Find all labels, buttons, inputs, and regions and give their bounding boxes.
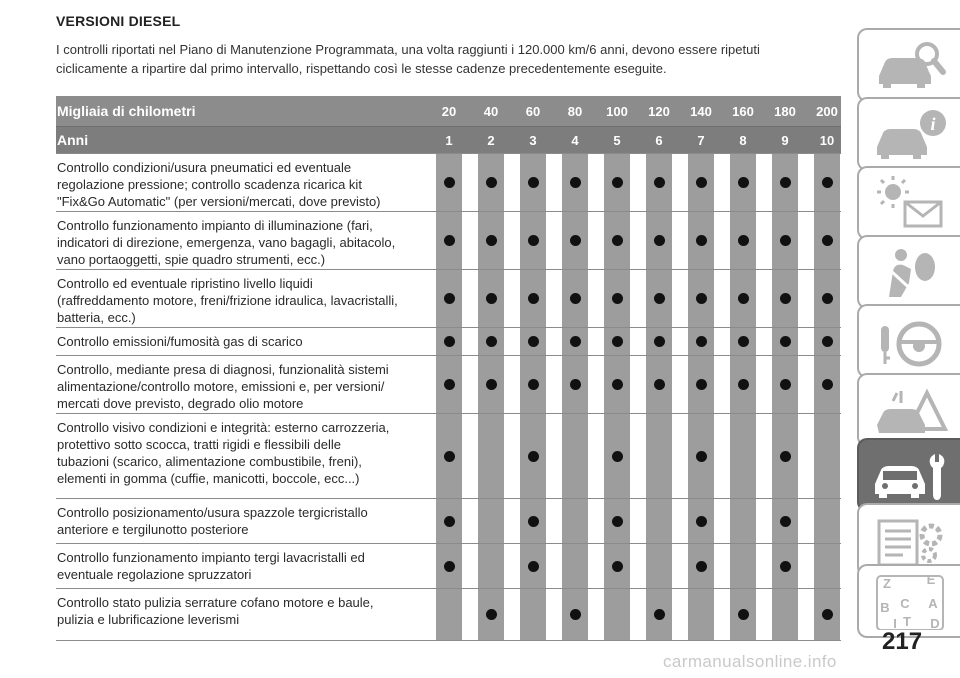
scheduled-dot bbox=[822, 379, 833, 390]
scheduled-dot bbox=[486, 609, 497, 620]
interval-cell bbox=[562, 414, 588, 498]
description-line: Controllo posizionamento/usura spazzole tergicristallo bbox=[57, 505, 368, 520]
interval-cell bbox=[436, 356, 462, 413]
description-line: pulizia e lubrificazione leverismi bbox=[57, 612, 240, 627]
interval-cell bbox=[520, 589, 546, 640]
scheduled-dot bbox=[612, 177, 623, 188]
scheduled-dot bbox=[654, 609, 665, 620]
scheduled-dot bbox=[570, 379, 581, 390]
interval-cell bbox=[772, 328, 798, 355]
car-breakdown-icon bbox=[871, 381, 949, 439]
scheduled-dot bbox=[612, 379, 623, 390]
interval-cell bbox=[604, 270, 630, 327]
scheduled-dot bbox=[612, 293, 623, 304]
key-steering-wheel-icon bbox=[871, 312, 949, 370]
description-line: protettivo sotto scocca, tratti rigidi e flessibili delle bbox=[57, 437, 341, 452]
scheduled-dot bbox=[738, 177, 749, 188]
interval-cell bbox=[562, 356, 588, 413]
description-line: Controllo stato pulizia serrature cofano motore e baule, bbox=[57, 595, 374, 610]
interval-cell bbox=[436, 212, 462, 269]
description-line: batteria, ecc.) bbox=[57, 310, 136, 325]
interval-cell bbox=[646, 589, 672, 640]
scheduled-dot bbox=[486, 293, 497, 304]
interval-cell bbox=[772, 356, 798, 413]
interval-cell bbox=[646, 154, 672, 211]
interval-cell bbox=[646, 499, 672, 543]
chapter-tab-3[interactable] bbox=[857, 166, 960, 240]
interval-cell bbox=[520, 356, 546, 413]
scheduled-dot bbox=[696, 379, 707, 390]
years-header-cell: 4 bbox=[571, 132, 579, 148]
scheduled-dot bbox=[654, 379, 665, 390]
table-row bbox=[56, 154, 841, 212]
scheduled-dot bbox=[822, 235, 833, 246]
km-header-cell: 140 bbox=[690, 103, 712, 119]
years-header-cell: 7 bbox=[697, 132, 705, 148]
scheduled-dot bbox=[696, 451, 707, 462]
interval-cell bbox=[478, 212, 504, 269]
table-row bbox=[56, 328, 841, 356]
interval-cell bbox=[478, 270, 504, 327]
interval-cell bbox=[520, 212, 546, 269]
scheduled-dot bbox=[444, 177, 455, 188]
description-line: Controllo condizioni/usura pneumatici ed eventuale bbox=[57, 160, 352, 175]
chapter-tabs bbox=[857, 0, 960, 678]
interval-cell bbox=[604, 356, 630, 413]
interval-cell bbox=[520, 270, 546, 327]
car-info-icon bbox=[871, 105, 949, 163]
description-line: regolazione pressione; controllo scadenza ricarica kit bbox=[57, 177, 362, 192]
scheduled-dot bbox=[528, 177, 539, 188]
seatbelt-airbag-icon bbox=[871, 243, 949, 301]
interval-cell bbox=[814, 544, 840, 588]
scheduled-dot bbox=[444, 336, 455, 347]
interval-cell bbox=[604, 212, 630, 269]
table-row bbox=[56, 356, 841, 414]
svg-text:Z: Z bbox=[882, 576, 891, 591]
scheduled-dot bbox=[780, 336, 791, 347]
interval-cell bbox=[730, 589, 756, 640]
years-header-cell: 2 bbox=[487, 132, 495, 148]
scheduled-dot bbox=[570, 336, 581, 347]
interval-cell bbox=[688, 589, 714, 640]
interval-cell bbox=[604, 499, 630, 543]
km-header-cell: 160 bbox=[732, 103, 754, 119]
scheduled-dot bbox=[528, 293, 539, 304]
interval-cell bbox=[436, 414, 462, 498]
chapter-tab-7[interactable] bbox=[857, 438, 960, 512]
interval-cell bbox=[814, 154, 840, 211]
years-header-cell: 1 bbox=[445, 132, 453, 148]
interval-cell bbox=[604, 544, 630, 588]
km-header-cell: 200 bbox=[816, 103, 838, 119]
table-row bbox=[56, 270, 841, 328]
interval-cell bbox=[688, 414, 714, 498]
scheduled-dot bbox=[444, 235, 455, 246]
interval-cell bbox=[730, 328, 756, 355]
interval-cell bbox=[562, 589, 588, 640]
scheduled-dot bbox=[570, 609, 581, 620]
chapter-tab-4[interactable] bbox=[857, 235, 960, 309]
description-line: Controllo funzionamento impianto tergi lavacristalli ed bbox=[57, 550, 365, 565]
interval-cell bbox=[814, 356, 840, 413]
years-header-cell: 3 bbox=[529, 132, 537, 148]
interval-cell bbox=[730, 499, 756, 543]
interval-cell bbox=[814, 589, 840, 640]
description-line: "Fix&Go Automatic" (per versioni/mercati, dove previsto) bbox=[57, 194, 381, 209]
interval-cell bbox=[562, 212, 588, 269]
description-line: Controllo visivo condizioni e integrità: esterno carrozzeria, bbox=[57, 420, 390, 435]
km-header-cell: 80 bbox=[567, 103, 583, 119]
interval-cell bbox=[730, 154, 756, 211]
warning-lights-message-icon bbox=[871, 174, 949, 232]
scheduled-dot bbox=[444, 379, 455, 390]
scheduled-dot bbox=[444, 451, 455, 462]
interval-cell bbox=[814, 328, 840, 355]
intro-paragraph bbox=[56, 40, 836, 78]
interval-cell bbox=[436, 270, 462, 327]
interval-cell bbox=[436, 499, 462, 543]
interval-cell bbox=[814, 414, 840, 498]
scheduled-dot bbox=[486, 379, 497, 390]
scheduled-dot bbox=[612, 235, 623, 246]
description-line: mercati dove previsto, degrado olio motore bbox=[57, 396, 304, 411]
interval-cell bbox=[520, 414, 546, 498]
car-search-icon bbox=[871, 36, 949, 94]
years-header-cell: 8 bbox=[739, 132, 747, 148]
scheduled-dot bbox=[486, 177, 497, 188]
scheduled-dot bbox=[696, 235, 707, 246]
interval-cell bbox=[646, 544, 672, 588]
interval-cell bbox=[646, 356, 672, 413]
km-header-cell: 20 bbox=[441, 103, 457, 119]
table-row bbox=[56, 414, 841, 499]
scheduled-dot bbox=[696, 561, 707, 572]
interval-cell bbox=[436, 544, 462, 588]
scheduled-dot bbox=[612, 451, 623, 462]
km-header-cell: 180 bbox=[774, 103, 796, 119]
section-title: VERSIONI DIESEL bbox=[56, 13, 181, 29]
interval-cell bbox=[478, 356, 504, 413]
chapter-tab-1[interactable] bbox=[857, 28, 960, 102]
interval-cell bbox=[772, 589, 798, 640]
km-header-cell: 120 bbox=[648, 103, 670, 119]
svg-text:T: T bbox=[902, 614, 911, 629]
scheduled-dot bbox=[822, 609, 833, 620]
svg-text:C: C bbox=[899, 596, 910, 611]
watermark: carmanualsonline.info bbox=[663, 652, 837, 671]
interval-cell bbox=[562, 154, 588, 211]
years-header-label: Anni bbox=[57, 132, 89, 148]
scheduled-dot bbox=[612, 516, 623, 527]
scheduled-dot bbox=[738, 609, 749, 620]
scheduled-dot bbox=[780, 235, 791, 246]
description-line: Controllo, mediante presa di diagnosi, funzionalità sistemi bbox=[57, 362, 389, 377]
scheduled-dot bbox=[444, 561, 455, 572]
scheduled-dot bbox=[486, 336, 497, 347]
scheduled-dot bbox=[696, 516, 707, 527]
interval-cell bbox=[730, 544, 756, 588]
interval-cell bbox=[730, 270, 756, 327]
interval-cell bbox=[604, 154, 630, 211]
scheduled-dot bbox=[528, 516, 539, 527]
interval-cell bbox=[646, 270, 672, 327]
svg-text:A: A bbox=[927, 596, 938, 611]
svg-text:E: E bbox=[926, 572, 935, 587]
interval-cell bbox=[436, 589, 462, 640]
interval-cell bbox=[688, 499, 714, 543]
description-line: Controllo funzionamento impianto di illuminazione (fari, bbox=[57, 218, 373, 233]
km-header-cell: 40 bbox=[483, 103, 499, 119]
scheduled-dot bbox=[780, 293, 791, 304]
interval-cell bbox=[478, 328, 504, 355]
interval-cell bbox=[730, 356, 756, 413]
chapter-tab-9[interactable] bbox=[857, 564, 960, 638]
interval-cell bbox=[772, 212, 798, 269]
table-row bbox=[56, 544, 841, 589]
interval-cell bbox=[562, 544, 588, 588]
scheduled-dot bbox=[696, 336, 707, 347]
intro-line-2: ciclicamente a ripartire dal primo intervallo, rispettando così le stesse cadenze precedentemente eseguite. bbox=[56, 61, 667, 76]
interval-cell bbox=[814, 270, 840, 327]
scheduled-dot bbox=[486, 235, 497, 246]
km-header-label: Migliaia di chilometri bbox=[57, 103, 196, 119]
table-row bbox=[56, 589, 841, 641]
interval-cell bbox=[604, 589, 630, 640]
scheduled-dot bbox=[780, 516, 791, 527]
interval-cell bbox=[478, 154, 504, 211]
interval-cell bbox=[688, 270, 714, 327]
interval-cell bbox=[772, 499, 798, 543]
interval-cell bbox=[562, 328, 588, 355]
scheduled-dot bbox=[528, 451, 539, 462]
description-line: alimentazione/controllo motore, emissioni e, per versioni/ bbox=[57, 379, 385, 394]
interval-cell bbox=[772, 270, 798, 327]
scheduled-dot bbox=[822, 177, 833, 188]
scheduled-dot bbox=[822, 293, 833, 304]
car-wrench-icon bbox=[871, 446, 949, 504]
description-line: eventuale regolazione spruzzatori bbox=[57, 567, 252, 582]
interval-cell bbox=[604, 328, 630, 355]
interval-cell bbox=[562, 499, 588, 543]
svg-text:D: D bbox=[929, 616, 940, 630]
intro-line-1: I controlli riportati nel Piano di Manutenzione Programmata, una volta raggiunti i 120.000 km/6 anni, devono essere ripetuti bbox=[56, 42, 760, 57]
scheduled-dot bbox=[570, 235, 581, 246]
interval-cell bbox=[772, 544, 798, 588]
interval-cell bbox=[520, 499, 546, 543]
specs-gear-icon bbox=[871, 511, 949, 569]
description-line: elementi in gomma (cuffie, manicotti, boccole, ecc...) bbox=[57, 471, 360, 486]
scheduled-dot bbox=[612, 561, 623, 572]
interval-cell bbox=[646, 414, 672, 498]
alphabet-index-icon bbox=[871, 572, 949, 630]
description-line: (raffreddamento motore, freni/frizione idraulica, lavacristalli, bbox=[57, 293, 398, 308]
table-row bbox=[56, 499, 841, 544]
interval-cell bbox=[814, 212, 840, 269]
chapter-tab-5[interactable] bbox=[857, 304, 960, 378]
interval-cell bbox=[478, 544, 504, 588]
scheduled-dot bbox=[738, 293, 749, 304]
interval-cell bbox=[688, 356, 714, 413]
scheduled-dot bbox=[738, 235, 749, 246]
scheduled-dot bbox=[612, 336, 623, 347]
km-header-cell: 60 bbox=[525, 103, 541, 119]
interval-cell bbox=[436, 154, 462, 211]
years-header-cell: 6 bbox=[655, 132, 663, 148]
maintenance-table bbox=[56, 96, 841, 641]
scheduled-dot bbox=[822, 336, 833, 347]
interval-cell bbox=[478, 499, 504, 543]
interval-cell bbox=[520, 544, 546, 588]
scheduled-dot bbox=[780, 177, 791, 188]
interval-cell bbox=[604, 414, 630, 498]
interval-cell bbox=[646, 212, 672, 269]
scheduled-dot bbox=[528, 379, 539, 390]
svg-text:i: i bbox=[929, 114, 936, 134]
scheduled-dot bbox=[528, 561, 539, 572]
years-header-cell: 9 bbox=[781, 132, 789, 148]
interval-cell bbox=[772, 154, 798, 211]
scheduled-dot bbox=[654, 235, 665, 246]
km-header-row bbox=[56, 96, 841, 127]
svg-text:B: B bbox=[879, 600, 890, 615]
description-line: Controllo ed eventuale ripristino livello liquidi bbox=[57, 276, 313, 291]
scheduled-dot bbox=[444, 293, 455, 304]
table-row bbox=[56, 212, 841, 270]
interval-cell bbox=[436, 328, 462, 355]
page-number: 217 bbox=[882, 628, 923, 655]
scheduled-dot bbox=[654, 177, 665, 188]
chapter-tab-2[interactable] bbox=[857, 97, 960, 171]
scheduled-dot bbox=[696, 293, 707, 304]
scheduled-dot bbox=[738, 336, 749, 347]
scheduled-dot bbox=[780, 561, 791, 572]
scheduled-dot bbox=[780, 451, 791, 462]
scheduled-dot bbox=[528, 235, 539, 246]
scheduled-dot bbox=[570, 293, 581, 304]
years-header-cell: 5 bbox=[613, 132, 621, 148]
interval-cell bbox=[688, 544, 714, 588]
scheduled-dot bbox=[780, 379, 791, 390]
scheduled-dot bbox=[654, 293, 665, 304]
scheduled-dot bbox=[528, 336, 539, 347]
interval-cell bbox=[520, 154, 546, 211]
years-header-cell: 10 bbox=[819, 132, 835, 148]
interval-cell bbox=[646, 328, 672, 355]
interval-cell bbox=[730, 212, 756, 269]
interval-cell bbox=[562, 270, 588, 327]
interval-cell bbox=[688, 154, 714, 211]
scheduled-dot bbox=[444, 516, 455, 527]
scheduled-dot bbox=[654, 336, 665, 347]
interval-cell bbox=[478, 589, 504, 640]
scheduled-dot bbox=[696, 177, 707, 188]
interval-cell bbox=[478, 414, 504, 498]
description-line: indicatori di direzione, emergenza, vano bagagli, abitacolo, bbox=[57, 235, 396, 250]
scheduled-dot bbox=[570, 177, 581, 188]
scheduled-dot bbox=[738, 379, 749, 390]
description-line: Controllo emissioni/fumosità gas di scarico bbox=[57, 334, 303, 349]
description-line: anteriore e tergilunotto posteriore bbox=[57, 522, 249, 537]
chapter-tab-6[interactable] bbox=[857, 373, 960, 447]
km-header-cell: 100 bbox=[606, 103, 628, 119]
description-line: tubazioni (scarico, alimentazione combustibile, freni), bbox=[57, 454, 362, 469]
interval-cell bbox=[814, 499, 840, 543]
years-header-row bbox=[56, 127, 841, 154]
interval-cell bbox=[688, 212, 714, 269]
interval-cell bbox=[688, 328, 714, 355]
svg-text:I: I bbox=[892, 616, 897, 630]
description-line: vano portaoggetti, spie quadro strumenti, ecc.) bbox=[57, 252, 326, 267]
interval-cell bbox=[730, 414, 756, 498]
interval-cell bbox=[520, 328, 546, 355]
interval-cell bbox=[772, 414, 798, 498]
